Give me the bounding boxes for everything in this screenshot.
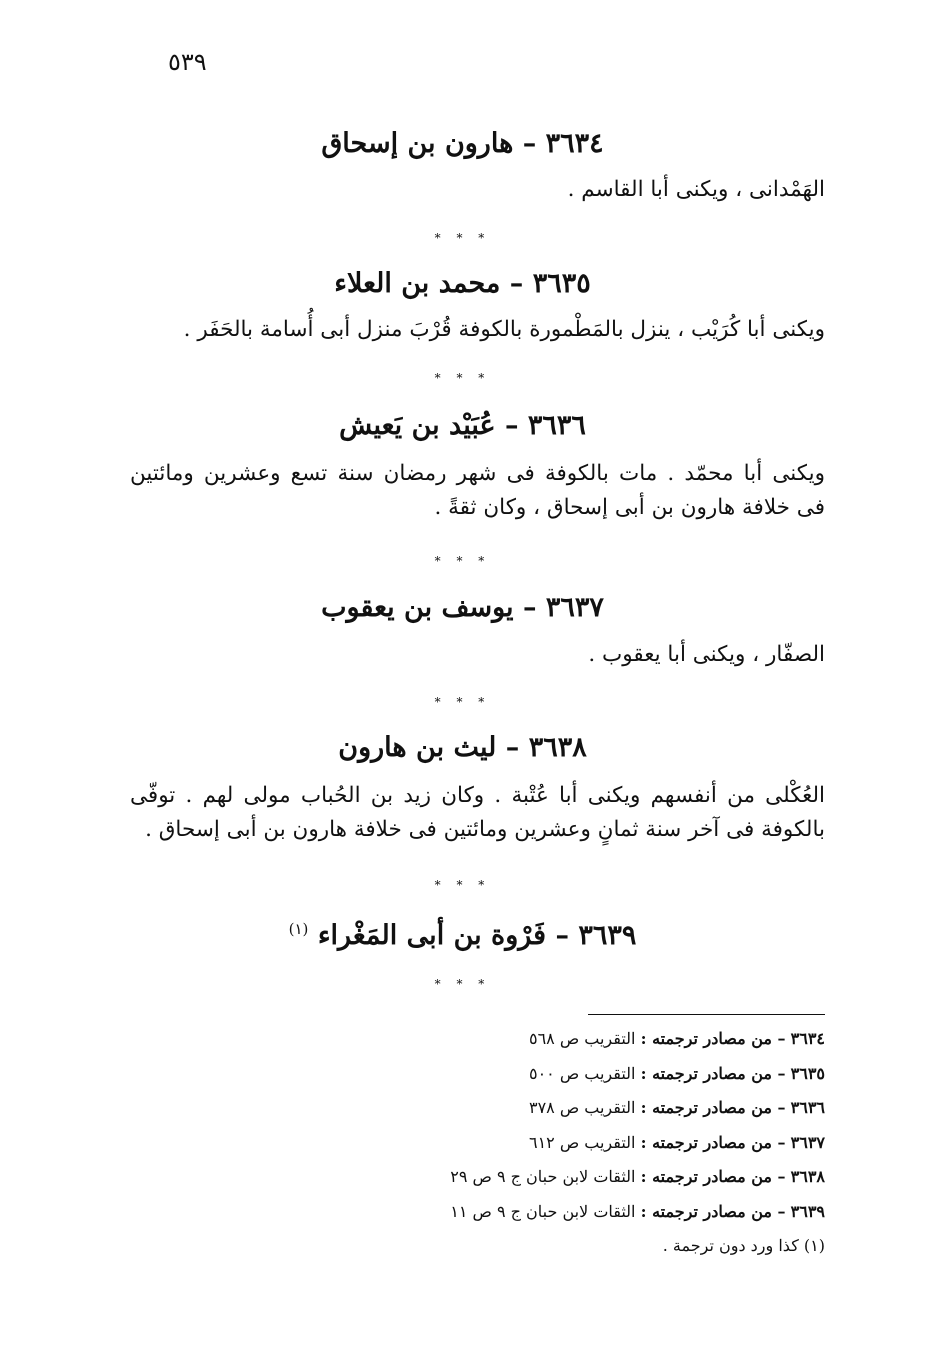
footnote-number: ٣٦٣٨ (790, 1167, 825, 1186)
entry-title: ٣٦٣٧ – يوسف بن يعقوب (321, 592, 604, 623)
entry-text (130, 457, 825, 525)
footnote-row (250, 1057, 825, 1092)
footnote-row (250, 1160, 825, 1195)
entry-title: ٣٦٣٥ – محمد بن العلاء (334, 268, 591, 299)
entry-title: ٣٦٣٨ – ليث بن هارون (338, 732, 587, 763)
footnote-row (250, 1126, 825, 1161)
footnote-number: ٣٦٣٦ (790, 1098, 825, 1117)
entry-title-text: ٣٦٣٩ – فَرْوة بن أبى المَغْراء (317, 920, 637, 951)
footnote-number: ٣٦٣٤ (790, 1029, 825, 1048)
footnote-source: التقريب ص ٦١٢ (528, 1132, 636, 1152)
footnotes (250, 1022, 825, 1264)
entry-title (0, 920, 925, 951)
footnote-label: – من مصادر ترجمته : (640, 1098, 786, 1117)
separator: * * * (434, 977, 491, 991)
entry-text (130, 638, 825, 672)
footnote-number: ٣٦٣٥ (790, 1063, 825, 1083)
separator: * * * (434, 371, 491, 385)
entry-text (130, 313, 825, 347)
footnote-number: ٣٦٣٩ (790, 1201, 825, 1221)
footnote-label: – من مصادر ترجمته : (640, 1063, 786, 1083)
entry-line: فى خلافة هارون بن أبى إسحاق ، وكان ثقةً . (434, 495, 825, 520)
footnote-source: التقريب ص ٥٦٨ (528, 1029, 636, 1048)
entry-text (130, 779, 825, 847)
separator: * * * (434, 695, 491, 709)
separator: * * * (434, 878, 491, 892)
footnote-label: – من مصادر ترجمته : (640, 1029, 786, 1048)
footnote-marker: (١) (288, 920, 309, 938)
entry-line: ويكنى أبا محمّد . مات بالكوفة فى شهر رمضان سنة تسع وعشرين ومائتين (130, 461, 825, 486)
footnote-number: ٣٦٣٧ (790, 1132, 825, 1152)
entry-line: الصفّار ، ويكنى أبا يعقوب . (588, 642, 825, 667)
footnote-source: التقريب ص ٥٠٠ (528, 1063, 636, 1083)
footnote-row (250, 1195, 825, 1230)
entry-line: ويكنى أبا كُرَيْب ، ينزل بالمَطْمورة بالكوفة قُرْبَ منزل أبى أُسامة بالحَفَر . (183, 317, 825, 342)
footnote-row (250, 1022, 825, 1057)
footnote-note-text: كذا ورد دون ترجمة . (662, 1236, 799, 1255)
entry-title: ٣٦٣٦ – عُبَيْد بن يَعيش (339, 410, 586, 441)
footnote-row (250, 1091, 825, 1126)
entry-line: العُكْلى من أنفسهم ويكنى أبا عُتْبة . وكان زيد بن الحُباب مولى لهم . توفّى (130, 783, 825, 808)
footnote-label: – من مصادر ترجمته : (640, 1132, 786, 1152)
separator: * * * (434, 231, 491, 245)
footnote-source: التقريب ص ٣٧٨ (528, 1098, 636, 1117)
entry-line: بالكوفة فى آخر سنة ثمانٍ وعشرين ومائتين فى خلافة هارون بن أبى إسحاق . (145, 817, 825, 842)
entry-line: الهَمْدانى ، ويكنى أبا القاسم . (567, 177, 825, 202)
footnote-rule (588, 1014, 825, 1015)
footnote-note (250, 1229, 825, 1264)
footnote-label: – من مصادر ترجمته : (640, 1201, 786, 1221)
footnote-source: الثقات لابن حبان ج ٩ ص ١١ (450, 1201, 636, 1221)
page-number: ٥٣٩ (168, 48, 207, 76)
separator: * * * (434, 554, 491, 568)
entry-title: ٣٦٣٤ – هارون بن إسحاق (321, 128, 604, 159)
entry-text (130, 173, 825, 207)
footnote-note-marker: (١) (803, 1236, 825, 1255)
footnote-label: – من مصادر ترجمته : (640, 1167, 786, 1186)
footnote-source: الثقات لابن حبان ج ٩ ص ٢٩ (450, 1167, 636, 1186)
